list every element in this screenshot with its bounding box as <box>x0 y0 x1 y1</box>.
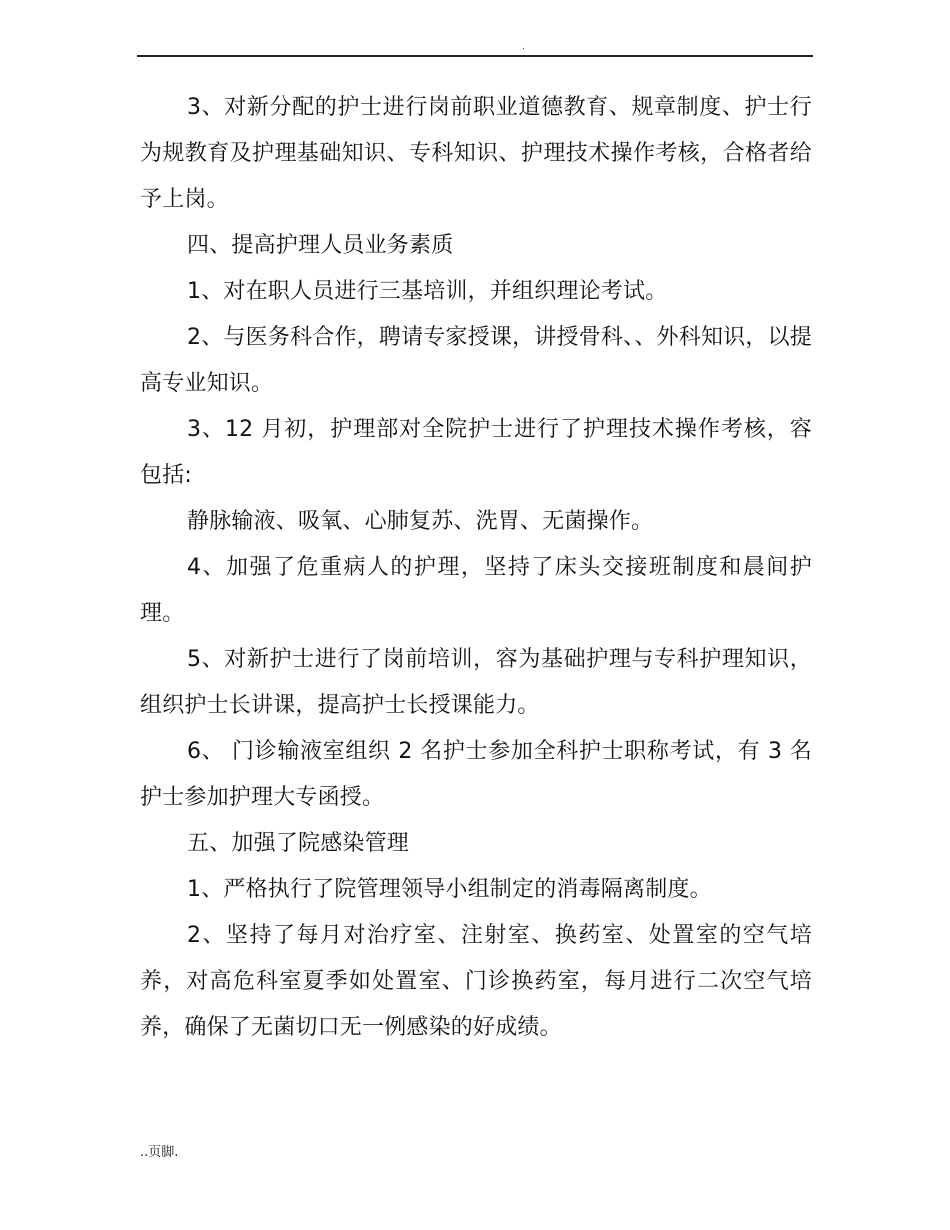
paragraph-expert-lectures: 2、与医务科合作，聘请专家授课，讲授骨科、、外科知识，以提高专业知识。 <box>140 325 812 396</box>
header-rule <box>137 55 813 57</box>
paragraph-three-basics-training: 1、对在职人员进行三基培训，并组织理论考试。 <box>187 279 668 304</box>
paragraph-critical-care: 4、加强了危重病人的护理，坚持了床头交接班制度和晨间护理。 <box>140 555 812 626</box>
paragraph-new-nurse-training: 3、对新分配的护士进行岗前职业道德教育、规章制度、护士行为规教育及护理基础知识、专科知识、护理技术操作考核，合格者给予上岗。 <box>140 95 812 212</box>
paragraph-assessment-items: 静脉输液、吸氧、心肺复苏、洗胃、无菌操作。 <box>187 509 654 534</box>
header-mark: . <box>522 42 525 52</box>
document-body <box>140 85 812 1051</box>
paragraph-outpatient-exam: 6、 门诊输液室组织 2 名护士参加全科护士职称考试，有 3 名护士参加护理大专函授。 <box>140 739 812 810</box>
section-heading-improve-quality: 四、提高护理人员业务素质 <box>187 233 454 258</box>
paragraph-skills-assessment: 3、12 月初，护理部对全院护士进行了护理技术操作考核，容包括: <box>140 417 812 488</box>
page-footer: ..页脚. <box>140 1145 179 1160</box>
paragraph-disinfection-system: 1、严格执行了院管理领导小组制定的消毒隔离制度。 <box>187 877 712 902</box>
paragraph-air-culture: 2、坚持了每月对治疗室、注射室、换药室、处置室的空气培养，对高危科室夏季如处置室、门诊换药室，每月进行二次空气培养，确保了无菌切口无一例感染的好成绩。 <box>140 923 812 1040</box>
section-heading-infection-control: 五、加强了院感染管理 <box>187 831 410 856</box>
paragraph-new-nurse-pre-job: 5、对新护士进行了岗前培训，容为基础护理与专科护理知识，组织护士长讲课，提高护士长授课能力。 <box>140 647 812 718</box>
